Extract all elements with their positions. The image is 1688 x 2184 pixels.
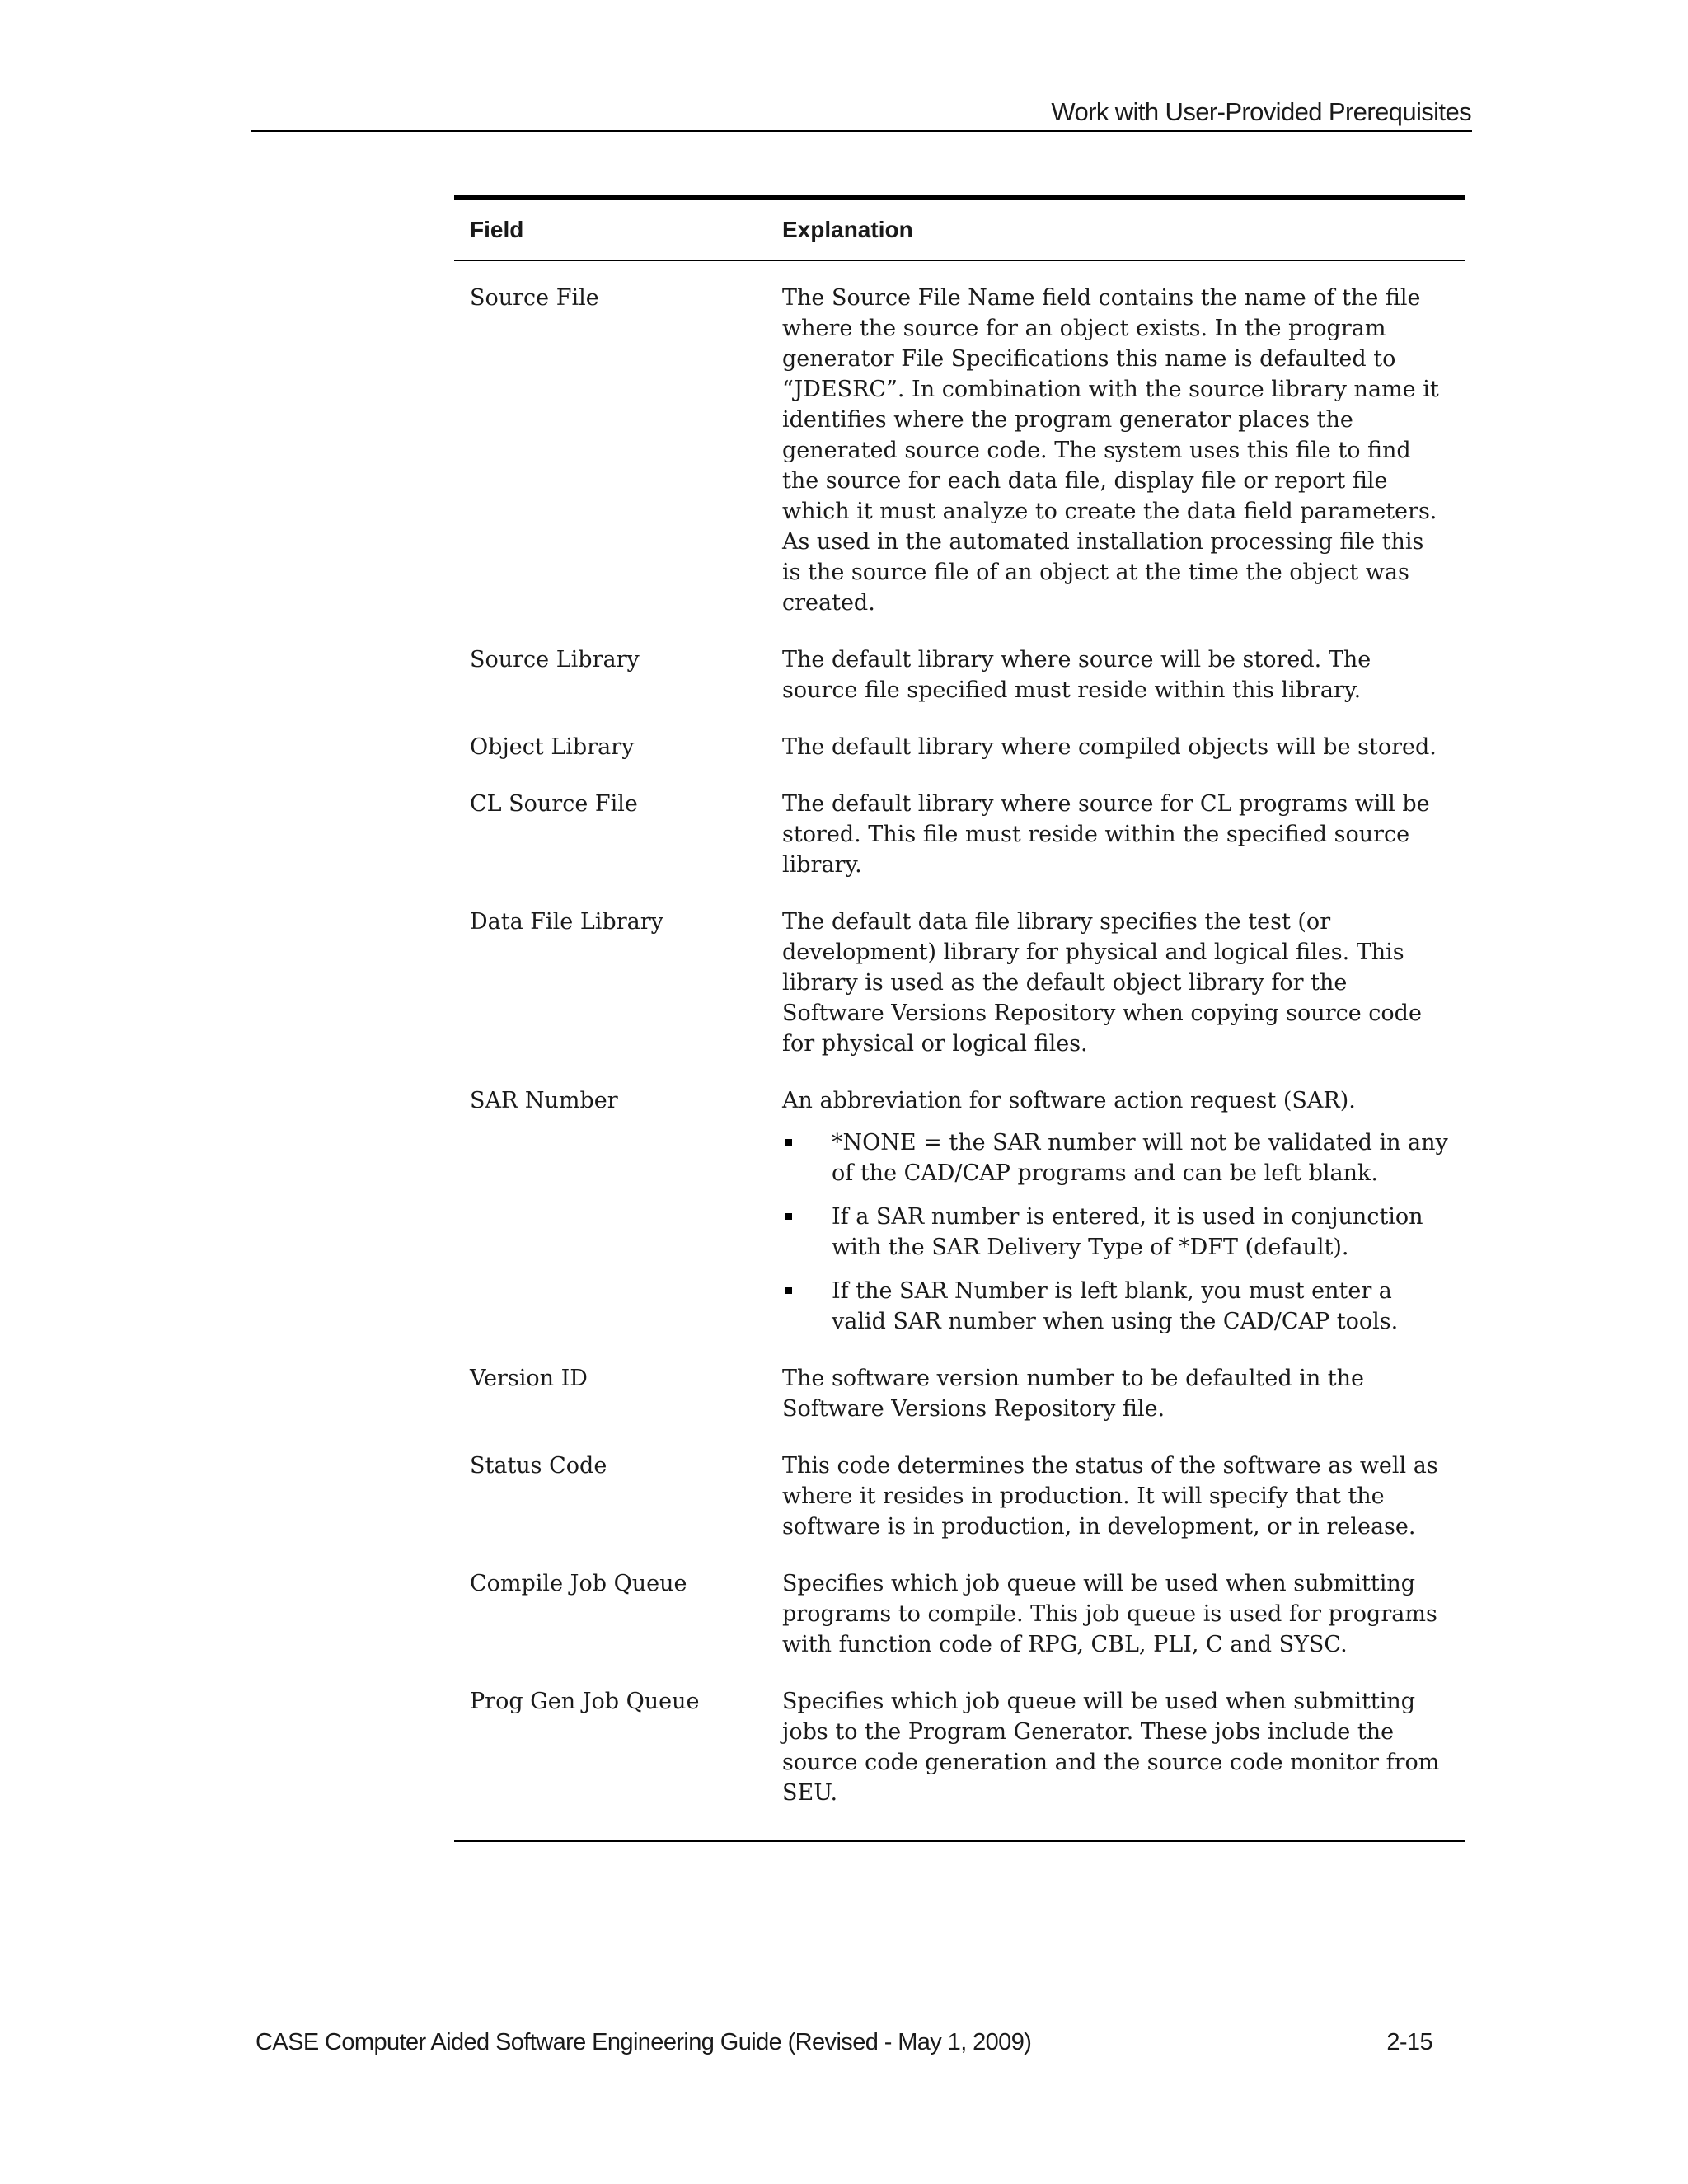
table-row bbox=[454, 283, 1465, 618]
field-explanation bbox=[782, 1686, 1465, 1808]
table-row bbox=[454, 1686, 1465, 1808]
bullet-text: If a SAR number is entered, it is used in conjunction with the SAR Delivery Type of *DFT (default). bbox=[832, 1204, 1423, 1260]
table-row bbox=[454, 1568, 1465, 1660]
page-number: 2-15 bbox=[1386, 2029, 1432, 2055]
square-bullet-icon bbox=[785, 1213, 792, 1220]
page-footer bbox=[256, 2029, 1432, 2056]
table-body bbox=[454, 261, 1465, 1842]
explanation-text: This code determines the status of the software as well as where it resides in production. It will specify that the software is in production, in development, or in release. bbox=[782, 1453, 1438, 1540]
table-row bbox=[454, 1451, 1465, 1542]
field-explanation bbox=[782, 1363, 1465, 1424]
explanation-text: The default library where source will be stored. The source file specified must reside within this library. bbox=[782, 647, 1372, 703]
field-name: SAR Number bbox=[470, 1088, 618, 1113]
bullet-list bbox=[782, 1127, 1449, 1337]
field-explanation bbox=[782, 644, 1465, 705]
field-explanation bbox=[782, 907, 1465, 1059]
bullet-item bbox=[782, 1202, 1449, 1263]
bullet-text: *NONE = the SAR number will not be validated in any of the CAD/CAP programs and can be left blank. bbox=[832, 1130, 1448, 1186]
explanation-text: Specifies which job queue will be used when submitting jobs to the Program Generator. These jobs include the source code generation and the source code monitor from SEU. bbox=[782, 1689, 1440, 1806]
table-row bbox=[454, 1363, 1465, 1424]
field-explanation bbox=[782, 1451, 1465, 1542]
table-row bbox=[454, 907, 1465, 1059]
explanation-text: An abbreviation for software action request (SAR). bbox=[782, 1088, 1356, 1113]
header-rule bbox=[251, 130, 1472, 132]
table-row bbox=[454, 644, 1465, 705]
field-name: Compile Job Queue bbox=[470, 1571, 687, 1596]
table-row bbox=[454, 1085, 1465, 1337]
footer-document-title: CASE Computer Aided Software Engineering Guide (Revised - May 1, 2009) bbox=[256, 2029, 1032, 2055]
explanation-text: The default data file library specifies the test (or development) library for physical and logical files. This library is used as the default object library for the Software Versions Repository when copying source code for physical or logical files. bbox=[782, 909, 1422, 1057]
bullet-text: If the SAR Number is left blank, you must enter a valid SAR number when using the CAD/CAP tools. bbox=[832, 1278, 1399, 1334]
page-header: Work with User-Provided Prerequisites bbox=[1051, 97, 1471, 126]
field-explanation bbox=[782, 789, 1465, 880]
field-name: Prog Gen Job Queue bbox=[470, 1689, 700, 1714]
field-name: Data File Library bbox=[470, 909, 663, 935]
explanation-text: The default library where compiled objects will be stored. bbox=[782, 734, 1437, 760]
field-name: Status Code bbox=[470, 1453, 607, 1479]
field-explanation bbox=[782, 732, 1465, 762]
explanation-text: Specifies which job queue will be used when submitting programs to compile. This job queue is used for programs with function code of RPG, CBL, PLI, C and SYSC. bbox=[782, 1571, 1437, 1657]
field-name: Version ID bbox=[470, 1366, 588, 1391]
field-explanation bbox=[782, 283, 1465, 618]
explanation-text: The Source File Name field contains the name of the file where the source for an object exists. In the program generator File Specifications this name is defaulted to “JDESRC”. In combination with the source library name it identifies where the program generator places the generated source code. The system uses this file to find the source for each data file, display file or report file which it must analyze to create the data field parameters. As used in the automated installation processing file this is the source file of an object at the time the object was created. bbox=[782, 285, 1439, 616]
field-name: CL Source File bbox=[470, 791, 638, 817]
table-row bbox=[454, 789, 1465, 880]
field-name: Source File bbox=[470, 285, 599, 311]
bullet-item bbox=[782, 1276, 1449, 1337]
table-row bbox=[454, 732, 1465, 762]
field-name: Source Library bbox=[470, 647, 640, 673]
field-explanation bbox=[782, 1085, 1465, 1337]
bullet-item bbox=[782, 1127, 1449, 1188]
field-explanation-table bbox=[454, 195, 1465, 1842]
explanation-text: The software version number to be defaulted in the Software Versions Repository file. bbox=[782, 1366, 1365, 1422]
field-name: Object Library bbox=[470, 734, 635, 760]
table-header-row bbox=[454, 200, 1465, 261]
square-bullet-icon bbox=[785, 1139, 792, 1146]
field-explanation bbox=[782, 1568, 1465, 1660]
square-bullet-icon bbox=[785, 1287, 792, 1294]
column-header-field: Field bbox=[470, 217, 524, 242]
column-header-explanation: Explanation bbox=[782, 217, 913, 242]
explanation-text: The default library where source for CL programs will be stored. This file must reside within the specified source library. bbox=[782, 791, 1430, 878]
